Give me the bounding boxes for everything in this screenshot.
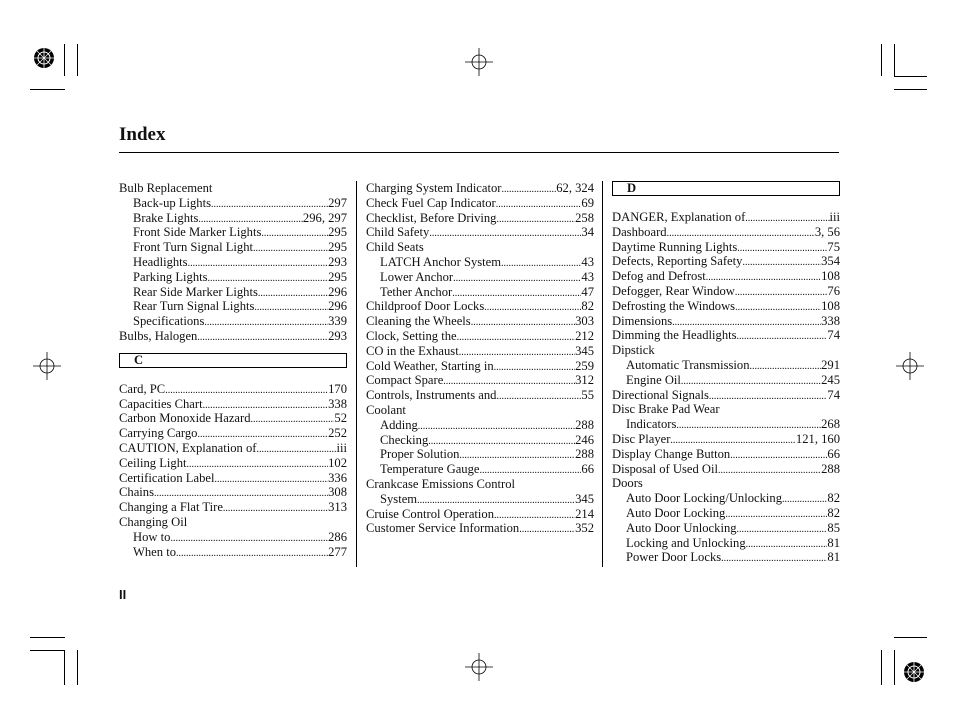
index-entry	[366, 359, 594, 374]
entry-term: Locking and Unlocking	[626, 535, 746, 550]
entry-page: 75	[827, 239, 840, 254]
entry-term: CO in the Exhaust	[366, 343, 459, 358]
index-entry	[119, 500, 347, 515]
dot-leader	[501, 183, 556, 198]
index-entry	[366, 270, 594, 285]
entry-page: 312	[575, 373, 594, 388]
entry-term: Power Door Locks	[626, 550, 722, 565]
entry-term: Check Fuel Cap Indicator	[366, 195, 496, 210]
crop-line	[77, 650, 78, 685]
entry-term: When to	[133, 544, 177, 559]
page-number: II	[119, 587, 127, 602]
entry-page: 34	[581, 225, 594, 240]
index-entry	[366, 225, 594, 240]
entry-term: Parking Lights	[133, 269, 208, 284]
index-heading: Bulb Replacement	[119, 181, 213, 195]
index-entry	[119, 240, 347, 255]
entry-term: LATCH Anchor System	[380, 254, 502, 269]
entry-term: Lower Anchor	[380, 269, 454, 284]
index-entry	[119, 270, 347, 285]
dot-leader	[782, 493, 827, 508]
entry-page: 277	[328, 544, 347, 559]
entry-page: 252	[328, 426, 347, 441]
index-column-1	[119, 181, 347, 559]
dot-leader	[197, 331, 328, 346]
crop-line	[881, 650, 882, 685]
entry-page: 246	[575, 432, 594, 447]
title-divider	[119, 152, 839, 153]
index-entry	[612, 328, 840, 343]
crop-line	[894, 44, 895, 76]
entry-term: Directional Signals	[612, 387, 709, 402]
dot-leader	[730, 449, 827, 464]
entry-term: Chains	[119, 485, 154, 500]
entry-term: Front Turn Signal Light	[133, 240, 254, 255]
entry-page: 76	[827, 283, 840, 298]
dot-leader	[418, 420, 575, 435]
entry-page: 295	[328, 240, 347, 255]
entry-page: iii	[829, 210, 840, 224]
registration-mark-top-left	[30, 44, 60, 74]
entry-page: 313	[328, 500, 347, 515]
index-entry	[119, 471, 347, 486]
index-heading: Dipstick	[612, 343, 655, 358]
dot-leader	[258, 287, 328, 302]
entry-term: Defects, Reporting Safety	[612, 254, 743, 269]
entry-term: DANGER, Explanation of	[612, 210, 746, 224]
dot-leader	[737, 330, 828, 345]
index-heading: Crankcase Emissions Control	[366, 476, 516, 491]
crop-line	[64, 44, 65, 76]
index-entry	[119, 456, 347, 471]
entry-term: Certification Label	[119, 470, 215, 485]
entry-page: 336	[328, 470, 347, 485]
index-entry	[612, 491, 840, 506]
dot-leader	[746, 538, 828, 553]
entry-term: Bulbs, Halogen	[119, 328, 198, 343]
index-entry	[612, 506, 840, 521]
entry-page: 352	[575, 521, 594, 536]
entry-term: CAUTION, Explanation of	[119, 440, 257, 455]
entry-page: 52	[334, 411, 347, 426]
entry-term: Carbon Monoxide Hazard	[119, 411, 251, 426]
index-entry	[612, 462, 840, 477]
entry-page: 296, 297	[302, 210, 347, 225]
entry-term: Changing a Flat Tire	[119, 500, 223, 515]
entry-term: Headlights	[133, 254, 188, 269]
index-entry	[119, 441, 347, 456]
entry-term: Dashboard	[612, 224, 667, 239]
entry-term: Daytime Running Lights	[612, 239, 738, 254]
entry-page: 288	[575, 417, 594, 432]
entry-page: 338	[821, 313, 840, 328]
index-entry	[612, 447, 840, 462]
index-entry	[119, 299, 347, 314]
dot-leader	[494, 361, 575, 376]
index-entry	[119, 211, 347, 226]
index-entry	[119, 255, 347, 270]
index-entry	[612, 373, 840, 388]
entry-term: Defogger, Rear Window	[612, 283, 735, 298]
crop-line	[881, 44, 882, 76]
entry-term: Engine Oil	[626, 372, 681, 387]
column-divider	[356, 181, 357, 567]
index-entry	[119, 485, 347, 500]
entry-term: Cold Weather, Starting in	[366, 358, 494, 373]
dot-leader	[214, 473, 328, 488]
crop-line	[894, 89, 927, 90]
crop-line	[64, 650, 65, 685]
dot-leader	[176, 547, 328, 562]
index-entry	[366, 181, 594, 196]
index-entry	[119, 382, 347, 397]
entry-term: Child Safety	[366, 225, 430, 240]
index-entry	[119, 411, 347, 426]
index-entry	[612, 299, 840, 314]
column-divider	[602, 181, 603, 567]
index-heading: Doors	[612, 476, 643, 491]
entry-term: Automatic Transmission	[626, 357, 750, 372]
entry-page: 170	[328, 381, 347, 396]
entry-page: 69	[581, 195, 594, 210]
entry-page: 82	[827, 505, 840, 520]
index-heading: Child Seats	[366, 240, 424, 255]
entry-term: Compact Spare	[366, 373, 444, 388]
entry-term: Defrosting the Windows	[612, 298, 736, 313]
entry-page: 295	[328, 269, 347, 284]
index-entry	[366, 255, 594, 270]
dot-leader	[261, 227, 328, 242]
index-entry	[366, 462, 594, 477]
crop-line	[77, 44, 78, 76]
index-entry	[612, 521, 840, 536]
entry-page: 293	[328, 328, 347, 343]
index-entry	[366, 344, 594, 359]
entry-term: Disposal of Used Oil	[612, 461, 718, 476]
dot-leader	[496, 198, 582, 213]
index-heading: Coolant	[366, 402, 406, 417]
entry-term: Disc Player	[612, 431, 671, 446]
entry-page: 297	[328, 195, 347, 210]
entry-term: Dimensions	[612, 313, 673, 328]
entry-page: 288	[575, 447, 594, 462]
dot-leader	[519, 523, 575, 538]
entry-page: 212	[575, 328, 594, 343]
dot-leader	[742, 256, 821, 271]
entry-page: 214	[575, 506, 594, 521]
entry-term: Defog and Defrost	[612, 269, 706, 284]
dot-leader	[496, 213, 575, 228]
index-entry	[119, 196, 347, 211]
dot-leader	[251, 413, 335, 428]
entry-page: 308	[328, 485, 347, 500]
crop-line	[894, 76, 927, 77]
entry-page: 121, 160	[795, 431, 840, 446]
index-entry	[366, 373, 594, 388]
index-entry	[612, 225, 840, 240]
dot-leader	[496, 390, 581, 405]
entry-page: 85	[827, 520, 840, 535]
index-column-3	[612, 181, 840, 565]
entry-page: 293	[328, 254, 347, 269]
index-entry	[366, 314, 594, 329]
entry-page: 66	[581, 462, 594, 477]
entry-page: 303	[575, 314, 594, 329]
entry-term: Proper Solution	[380, 447, 460, 462]
entry-term: Auto Door Locking/Unlocking	[626, 491, 783, 506]
dot-leader	[735, 301, 821, 316]
entry-page: 81	[827, 535, 840, 550]
index-heading: Changing Oil	[119, 514, 188, 529]
index-entry	[366, 492, 594, 507]
entry-term: Front Side Marker Lights	[133, 225, 262, 240]
entry-page: 43	[581, 254, 594, 269]
dot-leader	[254, 301, 328, 316]
index-entry	[366, 196, 594, 211]
entry-page: 338	[328, 396, 347, 411]
entry-term: Auto Door Locking	[626, 505, 726, 520]
entry-page: 339	[328, 314, 347, 329]
dot-leader	[170, 532, 328, 547]
entry-term: System	[380, 491, 418, 506]
registration-mark-bottom-right	[900, 658, 930, 688]
index-entry	[119, 545, 347, 560]
section-letter: D	[612, 181, 840, 196]
dot-leader	[750, 360, 822, 375]
dot-leader	[721, 552, 827, 567]
index-entry	[119, 530, 347, 545]
crop-line	[30, 637, 65, 638]
entry-term: Clock, Setting the	[366, 328, 457, 343]
entry-term: Capacities Chart	[119, 396, 203, 411]
entry-page: 288	[821, 461, 840, 476]
index-entry	[119, 225, 347, 240]
index-entry	[612, 284, 840, 299]
index-entry	[612, 240, 840, 255]
entry-page: 3, 56	[814, 224, 840, 239]
index-heading: Disc Brake Pad Wear	[612, 402, 720, 417]
entry-term: Rear Side Marker Lights	[133, 284, 258, 299]
index-entry	[612, 269, 840, 284]
entry-term: Brake Lights	[133, 210, 199, 225]
crop-line	[30, 650, 65, 651]
dot-leader	[484, 301, 581, 316]
entry-page: 62, 324	[556, 181, 594, 195]
dot-leader	[725, 508, 827, 523]
entry-term: Checklist, Before Driving	[366, 210, 497, 225]
entry-page: 108	[821, 298, 840, 313]
entry-term: Card, PC	[119, 381, 166, 396]
index-entry	[119, 285, 347, 300]
dot-leader	[453, 272, 581, 287]
entry-term: Temperature Gauge	[380, 462, 480, 477]
index-entry	[119, 329, 347, 344]
entry-page: 66	[827, 446, 840, 461]
index-entry	[366, 507, 594, 522]
entry-page: 258	[575, 210, 594, 225]
index-entry	[366, 329, 594, 344]
dot-leader	[457, 331, 576, 346]
entry-term: Charging System Indicator	[366, 181, 502, 195]
index-entry	[612, 550, 840, 565]
index-entry	[366, 433, 594, 448]
entry-term: How to	[133, 529, 171, 544]
entry-page: 43	[581, 269, 594, 284]
entry-page: 354	[821, 254, 840, 269]
entry-term: Ceiling Light	[119, 455, 187, 470]
crop-line	[894, 650, 895, 685]
index-entry	[119, 314, 347, 329]
dot-leader	[471, 316, 575, 331]
index-entry	[366, 211, 594, 226]
entry-term: Tether Anchor	[380, 284, 453, 299]
entry-page: 108	[821, 269, 840, 284]
entry-page: 245	[821, 372, 840, 387]
dot-leader	[737, 523, 828, 538]
index-entry	[366, 299, 594, 314]
crop-line	[30, 89, 65, 90]
dot-leader	[188, 257, 329, 272]
page-title: Index	[119, 124, 166, 145]
entry-page: 295	[328, 225, 347, 240]
crosshair-icon-left	[31, 350, 63, 382]
entry-term: Adding	[380, 417, 418, 432]
entry-term: Specifications	[133, 314, 205, 329]
entry-page: 102	[328, 455, 347, 470]
crosshair-icon-top	[463, 46, 495, 78]
index-entry	[612, 210, 840, 225]
entry-term: Dimming the Headlights	[612, 328, 737, 343]
entry-term: Indicators	[626, 417, 677, 432]
index-entry	[366, 388, 594, 403]
entry-term: Auto Door Unlocking	[626, 520, 737, 535]
entry-page: 286	[328, 529, 347, 544]
entry-page: iii	[336, 440, 347, 455]
entry-term: Back-up Lights	[133, 195, 211, 210]
entry-page: 345	[575, 343, 594, 358]
index-entry	[119, 426, 347, 441]
index-entry	[612, 254, 840, 269]
entry-term: Cruise Control Operation	[366, 506, 495, 521]
dot-leader	[253, 242, 328, 257]
entry-page: 296	[328, 299, 347, 314]
entry-page: 74	[827, 387, 840, 402]
entry-term: Controls, Instruments and	[366, 388, 497, 403]
entry-term: Checking	[380, 432, 429, 447]
dot-leader	[223, 502, 328, 517]
entry-page: 47	[581, 284, 594, 299]
entry-term: Rear Turn Signal Lights	[133, 299, 255, 314]
index-column-2	[366, 181, 594, 536]
entry-page: 55	[581, 388, 594, 403]
entry-page: 268	[821, 417, 840, 432]
index-entry	[612, 417, 840, 432]
crop-line	[894, 637, 927, 638]
dot-leader	[737, 242, 827, 257]
entry-page: 296	[328, 284, 347, 299]
index-entry	[612, 314, 840, 329]
entry-page: 82	[581, 299, 594, 314]
entry-term: Childproof Door Locks	[366, 299, 485, 314]
index-entry	[366, 285, 594, 300]
dot-leader	[429, 227, 581, 242]
index-entry	[366, 447, 594, 462]
dot-leader	[735, 286, 828, 301]
dot-leader	[709, 390, 828, 405]
dot-leader	[256, 443, 336, 458]
entry-page: 291	[821, 357, 840, 372]
entry-term: Carrying Cargo	[119, 426, 198, 441]
entry-term: Cleaning the Wheels	[366, 314, 471, 329]
index-entry	[612, 388, 840, 403]
index-entry	[366, 521, 594, 536]
dot-leader	[718, 464, 821, 479]
dot-leader	[501, 257, 581, 272]
entry-page: 81	[827, 550, 840, 565]
entry-page: 259	[575, 358, 594, 373]
index-entry	[612, 432, 840, 447]
entry-page: 82	[827, 491, 840, 506]
crosshair-icon-right	[894, 350, 926, 382]
index-entry	[612, 536, 840, 551]
entry-term: Display Change Button	[612, 446, 731, 461]
entry-page: 345	[575, 491, 594, 506]
entry-page: 74	[827, 328, 840, 343]
index-entry	[119, 397, 347, 412]
index-entry	[612, 358, 840, 373]
section-letter: C	[119, 353, 347, 368]
entry-term: Customer Service Information	[366, 521, 520, 536]
crosshair-icon-bottom	[463, 651, 495, 683]
index-entry	[366, 418, 594, 433]
dot-leader	[204, 316, 328, 331]
